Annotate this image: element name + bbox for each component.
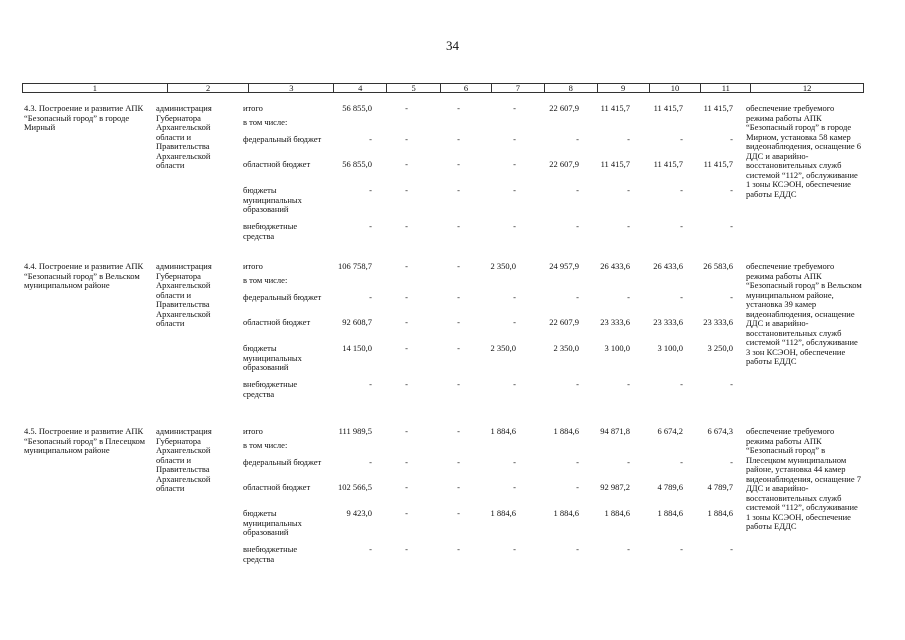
funding-value-col-11: 11 415,7 [703, 103, 733, 113]
funding-value-col-4: 102 566,5 [338, 482, 372, 492]
funding-value-col-8: - [576, 134, 579, 144]
funding-value-col-9: 11 415,7 [600, 103, 630, 113]
activity-name: 4.5. Построение и развитие АПК “Безопасный город” в Плесецком муниципальном районе [24, 426, 145, 455]
funding-value-col-10: 4 789,6 [657, 482, 683, 492]
funding-value-col-9: - [627, 185, 630, 195]
funding-value-col-10: 6 674,2 [657, 426, 683, 436]
funding-value-col-5: - [405, 426, 408, 436]
funding-value-col-11: 4 789,7 [707, 482, 733, 492]
funding-value-col-9: - [627, 292, 630, 302]
header-col-7: 7 [492, 84, 545, 92]
funding-value-col-8: - [576, 221, 579, 231]
header-col-4: 4 [334, 84, 387, 92]
header-col-12: 12 [802, 83, 812, 93]
funding-value-col-7: - [513, 317, 516, 327]
funding-value-col-6: - [457, 317, 460, 327]
funding-value-col-8: 22 607,9 [549, 317, 579, 327]
funding-source-label: федеральный бюджет [243, 292, 322, 302]
funding-value-col-4: 111 989,5 [338, 426, 372, 436]
funding-value-col-7: - [513, 482, 516, 492]
funding-value-col-6: - [457, 343, 460, 353]
funding-value-col-10: 11 415,7 [653, 159, 683, 169]
funding-source-label: областной бюджет [243, 317, 311, 327]
funding-value-col-9: - [627, 134, 630, 144]
funding-value-col-5: - [405, 103, 408, 113]
funding-value-col-8: - [576, 292, 579, 302]
funding-value-col-6: - [457, 103, 460, 113]
funding-source-label: итого [243, 426, 263, 436]
funding-value-col-7: - [513, 292, 516, 302]
funding-value-col-9: 11 415,7 [600, 159, 630, 169]
funding-value-col-5: - [405, 317, 408, 327]
funding-value-col-11: - [730, 221, 733, 231]
funding-value-col-8: - [576, 544, 579, 554]
funding-value-col-6: - [457, 508, 460, 518]
funding-value-col-8: 2 350,0 [553, 343, 579, 353]
funding-value-col-9: 3 100,0 [604, 343, 630, 353]
funding-value-col-4: - [369, 292, 372, 302]
funding-value-col-10: 26 433,6 [653, 261, 683, 271]
funding-value-col-6: - [457, 544, 460, 554]
funding-source-label: в том числе: [243, 275, 288, 285]
funding-value-col-4: - [369, 457, 372, 467]
header-col-2: 2 [168, 84, 250, 92]
funding-value-col-10: - [680, 134, 683, 144]
funding-value-col-11: 11 415,7 [703, 159, 733, 169]
funding-value-col-5: - [405, 292, 408, 302]
funding-value-col-10: - [680, 185, 683, 195]
funding-value-col-6: - [457, 261, 460, 271]
funding-source-label: итого [243, 261, 263, 271]
funding-value-col-11: 1 884,6 [707, 508, 733, 518]
executor: администрация Губернатора Архангельской области и Правительства Архангельской области [156, 103, 212, 170]
header-col-10: 10 [650, 84, 702, 92]
funding-value-col-9: - [627, 379, 630, 389]
expected-result: обеспечение требуемого режима работы АПК “Безопасный город” в городе Мирном, установка 58 камер видеонаблюдения, оснащение 6 ДДС и аварийно-восстановительных служб системой “112”, обслуживание 1 зоны КСЭОН, обеспечение работы ЕДДС [746, 103, 861, 199]
funding-source-label: внебюджетные средства [243, 221, 298, 241]
funding-value-col-5: - [405, 508, 408, 518]
funding-value-col-4: 9 423,0 [346, 508, 372, 518]
funding-value-col-7: - [513, 134, 516, 144]
funding-value-col-7: - [513, 379, 516, 389]
funding-value-col-8: 22 607,9 [549, 103, 579, 113]
funding-source-label: областной бюджет [243, 482, 311, 492]
funding-value-col-9: - [627, 544, 630, 554]
funding-value-col-8: - [576, 482, 579, 492]
funding-value-col-9: 26 433,6 [600, 261, 630, 271]
funding-source-label: областной бюджет [243, 159, 311, 169]
funding-value-col-4: 56 855,0 [342, 103, 372, 113]
funding-value-col-5: - [405, 134, 408, 144]
funding-value-col-5: - [405, 457, 408, 467]
funding-source-label: в том числе: [243, 440, 288, 450]
funding-value-col-5: - [405, 379, 408, 389]
funding-value-col-10: 3 100,0 [657, 343, 683, 353]
funding-value-col-6: - [457, 134, 460, 144]
funding-value-col-6: - [457, 379, 460, 389]
funding-value-col-5: - [405, 261, 408, 271]
funding-value-col-7: - [513, 185, 516, 195]
funding-value-col-7: 2 350,0 [490, 343, 516, 353]
funding-value-col-10: - [680, 544, 683, 554]
funding-source-label: в том числе: [243, 117, 288, 127]
funding-value-col-6: - [457, 457, 460, 467]
funding-value-col-4: - [369, 379, 372, 389]
funding-source-label: бюджеты муниципальных образований [243, 185, 302, 214]
funding-value-col-6: - [457, 292, 460, 302]
header-col-9: 9 [598, 84, 650, 92]
funding-value-col-11: 26 583,6 [703, 261, 733, 271]
funding-value-col-8: 1 884,6 [553, 426, 579, 436]
funding-value-col-5: - [405, 482, 408, 492]
funding-value-col-8: 24 957,9 [549, 261, 579, 271]
funding-value-col-8: - [576, 185, 579, 195]
expected-result: обеспечение требуемого режима работы АПК “Безопасный город” в Вельском муниципальном районе, установка 39 камер видеонаблюдения, оснащение ДДС и аварийно-восстановительных служб системой “112”, обслуживание 3 зон КСЭОН, обеспечение работы ЕДДС [746, 261, 862, 366]
funding-value-col-7: 2 350,0 [490, 261, 516, 271]
funding-value-col-11: 6 674,3 [707, 426, 733, 436]
funding-value-col-8: - [576, 457, 579, 467]
funding-value-col-9: - [627, 457, 630, 467]
funding-value-col-7: - [513, 544, 516, 554]
funding-value-col-9: 92 987,2 [600, 482, 630, 492]
funding-value-col-9: 1 884,6 [604, 508, 630, 518]
funding-source-label: федеральный бюджет [243, 457, 322, 467]
funding-value-col-5: - [405, 159, 408, 169]
funding-value-col-4: 92 608,7 [342, 317, 372, 327]
funding-value-col-7: - [513, 221, 516, 231]
funding-value-col-6: - [457, 426, 460, 436]
funding-value-col-8: 1 884,6 [553, 508, 579, 518]
activity-name: 4.3. Построение и развитие АПК “Безопасный город” в городе Мирный [24, 103, 144, 132]
funding-source-label: внебюджетные средства [243, 379, 298, 399]
header-col-5: 5 [387, 84, 441, 92]
funding-source-label: бюджеты муниципальных образований [243, 508, 302, 537]
activity-name: 4.4. Построение и развитие АПК “Безопасный город” в Вельском муниципальном районе [24, 261, 144, 290]
funding-value-col-5: - [405, 185, 408, 195]
funding-value-col-5: - [405, 221, 408, 231]
header-col-1: 1 [23, 84, 168, 92]
funding-value-col-11: - [730, 379, 733, 389]
funding-value-col-11: 23 333,6 [703, 317, 733, 327]
funding-value-col-11: - [730, 457, 733, 467]
funding-value-col-6: - [457, 159, 460, 169]
funding-source-label: итого [243, 103, 263, 113]
executor: администрация Губернатора Архангельской области и Правительства Архангельской области [156, 261, 212, 328]
table-header [22, 83, 864, 93]
funding-value-col-6: - [457, 221, 460, 231]
funding-value-col-7: 1 884,6 [490, 508, 516, 518]
funding-value-col-11: - [730, 292, 733, 302]
funding-value-col-5: - [405, 343, 408, 353]
funding-value-col-5: - [405, 544, 408, 554]
expected-result: обеспечение требуемого режима работы АПК “Безопасный город” в Плесецком муниципальном районе, установка 44 камер видеонаблюдения, оснащение 7 ДДС и аварийно-восстановительных служб системой “112”, обслуживание 1 зоны КСЭОН, обеспечение работы ЕДДС [746, 426, 861, 531]
funding-value-col-7: - [513, 103, 516, 113]
funding-value-col-7: - [513, 457, 516, 467]
funding-value-col-10: 11 415,7 [653, 103, 683, 113]
header-col-6: 6 [441, 84, 492, 92]
funding-value-col-10: - [680, 379, 683, 389]
funding-value-col-4: 14 150,0 [342, 343, 372, 353]
funding-value-col-6: - [457, 185, 460, 195]
funding-value-col-10: - [680, 221, 683, 231]
funding-value-col-10: - [680, 292, 683, 302]
funding-value-col-4: - [369, 134, 372, 144]
funding-value-col-4: - [369, 221, 372, 231]
funding-value-col-10: - [680, 457, 683, 467]
executor: администрация Губернатора Архангельской области и Правительства Архангельской области [156, 426, 212, 493]
funding-value-col-11: - [730, 185, 733, 195]
funding-value-col-7: - [513, 159, 516, 169]
funding-value-col-10: 1 884,6 [657, 508, 683, 518]
funding-value-col-11: - [730, 134, 733, 144]
funding-value-col-4: - [369, 544, 372, 554]
funding-value-col-4: - [369, 185, 372, 195]
funding-value-col-4: 56 855,0 [342, 159, 372, 169]
funding-source-label: бюджеты муниципальных образований [243, 343, 302, 372]
funding-value-col-9: 94 871,8 [600, 426, 630, 436]
funding-value-col-4: 106 758,7 [338, 261, 372, 271]
header-col-3: 3 [249, 84, 334, 92]
funding-value-col-7: 1 884,6 [490, 426, 516, 436]
funding-value-col-10: 23 333,6 [653, 317, 683, 327]
header-col-11: 11 [701, 84, 751, 92]
page-number: 34 [446, 38, 459, 53]
funding-value-col-8: 22 607,9 [549, 159, 579, 169]
funding-source-label: федеральный бюджет [243, 134, 322, 144]
funding-value-col-11: - [730, 544, 733, 554]
funding-value-col-11: 3 250,0 [707, 343, 733, 353]
funding-value-col-6: - [457, 482, 460, 492]
funding-value-col-9: - [627, 221, 630, 231]
funding-value-col-8: - [576, 379, 579, 389]
funding-value-col-9: 23 333,6 [600, 317, 630, 327]
funding-source-label: внебюджетные средства [243, 544, 298, 564]
header-col-8: 8 [545, 84, 598, 92]
